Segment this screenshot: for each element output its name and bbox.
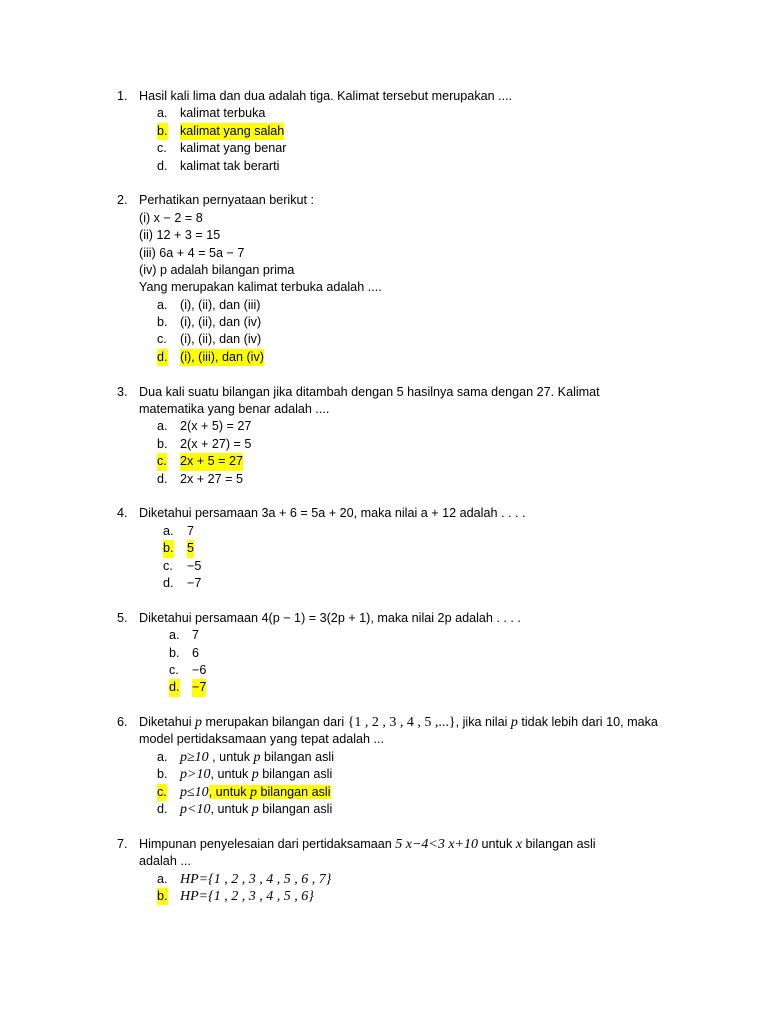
text-part: , untuk: [208, 784, 250, 799]
option-letter: b.: [157, 888, 168, 905]
text-part: tidak lebih dari 10, maka: [517, 715, 658, 730]
text-part: bilangan asli: [522, 836, 596, 851]
option-letter: b.: [157, 315, 168, 330]
option-text: (i), (ii), dan (iv): [180, 332, 262, 347]
option-text: 7: [192, 628, 200, 643]
question-text-continued: matematika yang benar adalah ....: [139, 402, 330, 417]
option-b: [0, 766, 768, 783]
option-text: kalimat terbuka: [180, 106, 266, 121]
option-letter: a.: [169, 628, 180, 643]
option-d: [0, 679, 768, 696]
option-a: [0, 749, 768, 766]
question-7: [0, 836, 768, 906]
option-letter: a.: [157, 749, 168, 764]
option-letter: c.: [163, 558, 173, 573]
math-expression: p≥10: [180, 749, 209, 765]
math-expression: HP={1 , 2 , 3 , 4 , 5 , 6}: [180, 888, 314, 904]
option-text: −5: [187, 558, 202, 573]
math-variable: p: [510, 715, 518, 731]
question-number: 2.: [117, 193, 128, 208]
text-part: , untuk: [210, 802, 252, 817]
statement: (iii) 6a + 4 = 5a − 7: [139, 245, 245, 260]
option-c: [0, 453, 768, 470]
option-a: [0, 418, 768, 435]
option-a: [0, 105, 768, 122]
question-text: Perhatikan pernyataan berikut :: [139, 193, 315, 208]
option-letter: a.: [163, 523, 174, 538]
option-b: [0, 314, 768, 331]
question-text: [139, 836, 596, 853]
option-text: 2(x + 27) = 5: [180, 436, 252, 451]
option-a: [0, 523, 768, 540]
option-c: [0, 331, 768, 348]
math-variable: p: [250, 784, 257, 800]
option-b: [0, 123, 768, 140]
option-letter: b.: [157, 436, 168, 451]
question-text: Dua kali suatu bilangan jika ditambah dengan 5 hasilnya sama dengan 27. Kalimat: [139, 384, 600, 399]
text-part: bilangan asli: [258, 767, 333, 782]
option-letter: d.: [157, 349, 168, 366]
question-text: Diketahui persamaan 3a + 6 = 5a + 20, maka nilai a + 12 adalah . . . .: [139, 506, 526, 521]
option-text: [180, 784, 331, 801]
text-part: merupakan bilangan dari: [202, 715, 348, 730]
option-text: (i), (ii), dan (iii): [180, 297, 261, 312]
document-page: [0, 88, 768, 923]
option-letter: d.: [163, 575, 174, 590]
option-text: 2x + 27 = 5: [180, 471, 244, 486]
math-variable: p: [251, 802, 259, 818]
math-expression: p≤10: [180, 784, 209, 800]
question-text: [139, 714, 658, 731]
option-letter: b.: [163, 540, 174, 557]
question-number: 5.: [117, 610, 128, 625]
text-part: , untuk: [210, 767, 252, 782]
option-letter: c.: [169, 662, 179, 677]
text-part: , untuk: [208, 749, 254, 764]
question-1: [0, 88, 768, 175]
option-d: [0, 801, 768, 818]
question-text-continued: adalah ...: [139, 854, 191, 869]
text-part: bilangan asli: [260, 749, 335, 764]
option-letter: d.: [169, 679, 180, 696]
question-4: [0, 505, 768, 592]
question-number: 6.: [117, 715, 128, 730]
option-text: [180, 766, 332, 783]
option-letter: b.: [157, 767, 168, 782]
option-text: 5: [187, 540, 194, 557]
option-letter: a.: [157, 106, 168, 121]
option-d: [0, 575, 768, 592]
option-text: [180, 749, 334, 766]
option-letter: b.: [157, 123, 168, 140]
statement: (iv) p adalah bilangan prima: [139, 262, 295, 277]
text-part: bilangan asli: [258, 802, 333, 817]
option-a: [0, 297, 768, 314]
option-text: [180, 801, 332, 818]
option-c: [0, 140, 768, 157]
text-part: bilangan asli: [257, 784, 331, 799]
option-text: kalimat yang benar: [180, 141, 287, 156]
option-letter: c.: [157, 141, 167, 156]
option-letter: c.: [157, 453, 167, 470]
option-letter: a.: [157, 871, 168, 886]
option-a: [0, 627, 768, 644]
option-letter: d.: [157, 471, 168, 486]
option-b: [0, 645, 768, 662]
option-b: [0, 540, 768, 557]
math-set: {1 , 2 , 3 , 4 , 5 ,...}: [347, 715, 456, 731]
question-2: [0, 192, 768, 366]
option-d: [0, 349, 768, 366]
statement: (i) x − 2 = 8: [139, 210, 203, 225]
question-number: 4.: [117, 506, 128, 521]
math-variable: p: [195, 715, 203, 731]
question-number: 3.: [117, 384, 128, 399]
option-d: [0, 471, 768, 488]
math-expression: p>10: [180, 767, 211, 783]
option-letter: b.: [169, 645, 180, 660]
math-expression: 5 x−4<3 x+10: [395, 836, 479, 852]
option-c: [0, 784, 768, 801]
text-part: , jika nilai: [455, 715, 511, 730]
option-letter: d.: [157, 158, 168, 173]
math-expression: HP={1 , 2 , 3 , 4 , 5 , 6 , 7}: [180, 871, 332, 887]
question-number: 7.: [117, 836, 128, 851]
text-part: Himpunan penyelesaian dari pertidaksamaan: [139, 836, 396, 851]
option-a: [0, 871, 768, 888]
math-expression: p<10: [180, 802, 211, 818]
question-3: [0, 384, 768, 488]
text-part: untuk: [478, 836, 516, 851]
option-letter: a.: [157, 419, 168, 434]
text-part: Diketahui: [139, 715, 196, 730]
option-text: 6: [192, 645, 200, 660]
option-c: [0, 662, 768, 679]
math-variable: p: [253, 749, 261, 765]
question-5: [0, 610, 768, 697]
option-text: (i), (iii), dan (iv): [180, 349, 264, 366]
option-letter: c.: [157, 784, 167, 801]
option-text: −6: [192, 662, 207, 677]
question-text-continued: model pertidaksamaan yang tepat adalah ...: [139, 732, 385, 747]
option-b: [0, 436, 768, 453]
option-text: kalimat yang salah: [180, 123, 284, 140]
option-text: −7: [187, 575, 202, 590]
option-c: [0, 558, 768, 575]
option-text: −7: [192, 679, 206, 696]
option-text: kalimat tak berarti: [180, 158, 280, 173]
question-text: Hasil kali lima dan dua adalah tiga. Kalimat tersebut merupakan ....: [139, 89, 513, 103]
option-letter: a.: [157, 297, 168, 312]
option-d: [0, 158, 768, 175]
option-b: [0, 888, 768, 905]
math-variable: x: [515, 836, 523, 852]
statement: (ii) 12 + 3 = 15: [139, 228, 221, 243]
question-prompt: Yang merupakan kalimat terbuka adalah ....: [139, 280, 382, 295]
math-variable: p: [251, 767, 259, 783]
option-text: 2(x + 5) = 27: [180, 419, 252, 434]
question-number: 1.: [117, 89, 128, 103]
question-6: [0, 714, 768, 818]
option-text: (i), (ii), dan (iv): [180, 315, 262, 330]
question-text: Diketahui persamaan 4(p − 1) = 3(2p + 1), maka nilai 2p adalah . . . .: [139, 610, 521, 625]
option-text: 2x + 5 = 27: [180, 453, 243, 470]
option-text: 7: [187, 523, 195, 538]
option-letter: c.: [157, 332, 167, 347]
option-letter: d.: [157, 802, 168, 817]
